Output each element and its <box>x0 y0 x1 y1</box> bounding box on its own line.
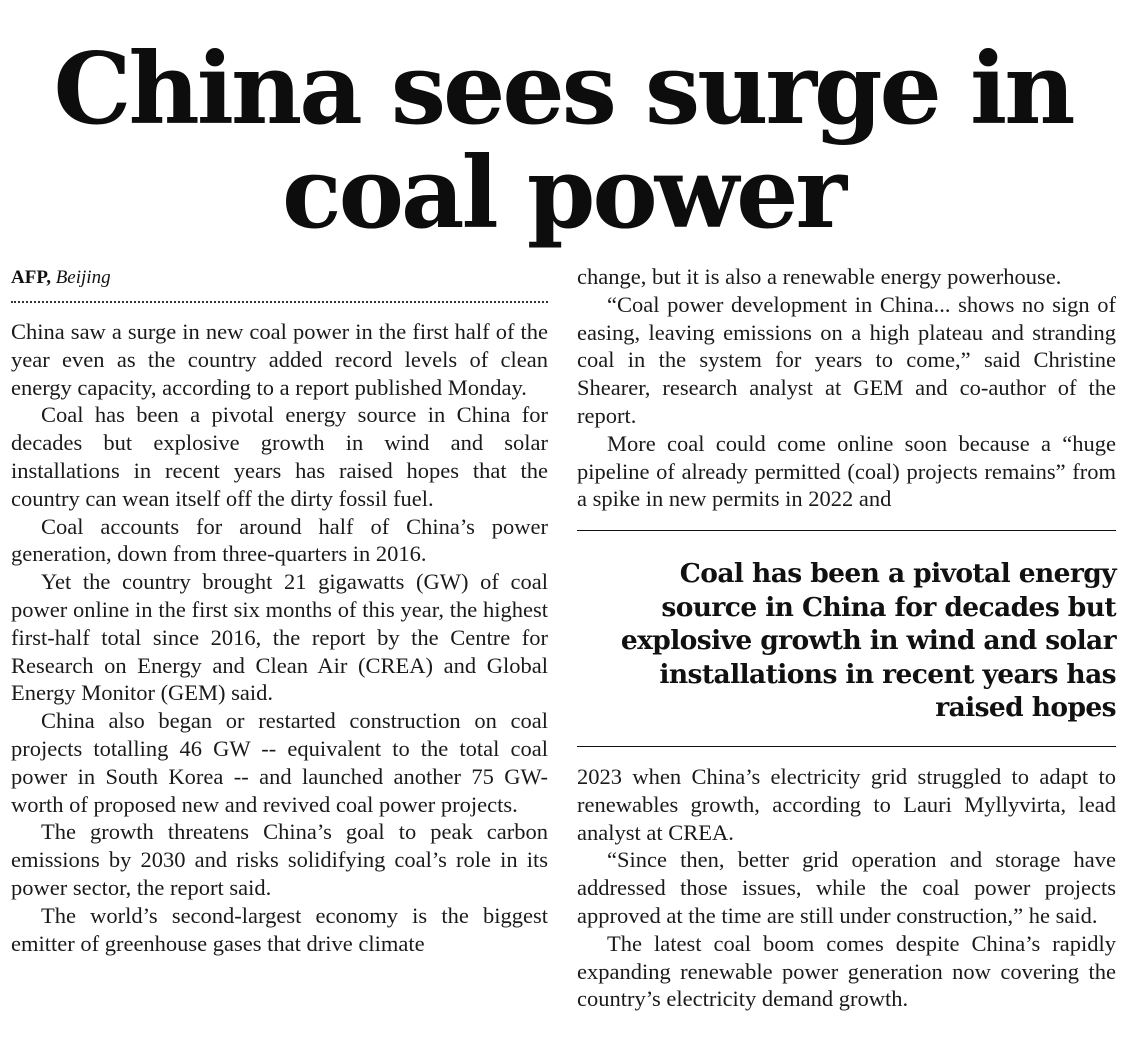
paragraph: Coal accounts for around half of China’s power generation, down from three-quarters in 2016. <box>11 513 548 567</box>
paragraph: change, but it is also a renewable energy powerhouse. <box>577 264 1062 289</box>
article-column-right-bottom <box>577 763 1116 1013</box>
headline: China sees surge in coal power <box>53 32 1073 251</box>
article-column-left <box>11 318 548 957</box>
pull-quote: Coal has been a pivotal energy source in China for decades but explosive growth in wind and solar installations in recent years has raised hopes <box>620 558 1116 723</box>
pull-quote-bottom-rule <box>577 746 1116 747</box>
byline-location: Beijing <box>55 267 111 288</box>
byline-divider <box>11 301 548 303</box>
pull-quote-top-rule <box>577 530 1116 531</box>
byline-agency: AFP, <box>11 267 51 288</box>
paragraph: The world’s second-largest economy is the biggest emitter of greenhouse gases that drive climate <box>11 902 548 956</box>
paragraph: “Since then, better grid operation and storage have addressed those issues, while the coal power projects approved at the time are still under construction,” he said. <box>577 847 1116 928</box>
byline <box>11 266 548 290</box>
paragraph: The latest coal boom comes despite China’s rapidly expanding renewable power generation now covering the country’s electricity demand growth. <box>577 930 1116 1012</box>
paragraph: Yet the country brought 21 gigawatts (GW) of coal power online in the first six months of this year, the highest first-half total since 2016, the report by the Centre for Research on Energy and Clean Air (CREA) and Global Energy Monitor (GEM) said. <box>11 569 548 706</box>
paragraph: 2023 when China’s electricity grid struggled to adapt to renewables growth, according to Lauri Myllyvirta, lead analyst at CREA. <box>577 764 1116 845</box>
paragraph: China also began or restarted construction on coal projects totalling 46 GW -- equivalent to the total coal power in South Korea -- and launched another 75 GW-worth of proposed new and revived coal power projects. <box>11 708 548 817</box>
paragraph: The growth threatens China’s goal to peak carbon emissions by 2030 and risks solidifying coal’s role in its power sector, the report said. <box>11 819 548 900</box>
paragraph: China saw a surge in new coal power in the first half of the year even as the country added record levels of clean energy capacity, according to a report published Monday. <box>11 319 548 400</box>
paragraph: More coal could come online soon because a “huge pipeline of already permitted (coal) projects remains” from a spike in new permits in 2022 and <box>577 430 1116 512</box>
article-column-right-top <box>577 263 1116 513</box>
paragraph: “Coal power development in China... shows no sign of easing, leaving emissions on a high plateau and stranding coal in the system for years to come,” said Christine Shearer, research analyst at GEM and co-author of the report. <box>577 291 1116 428</box>
paragraph: Coal has been a pivotal energy source in China for decades but explosive growth in wind and solar installations in recent years has raised hopes that the country can wean itself off the dirty fossil fuel. <box>11 402 548 511</box>
